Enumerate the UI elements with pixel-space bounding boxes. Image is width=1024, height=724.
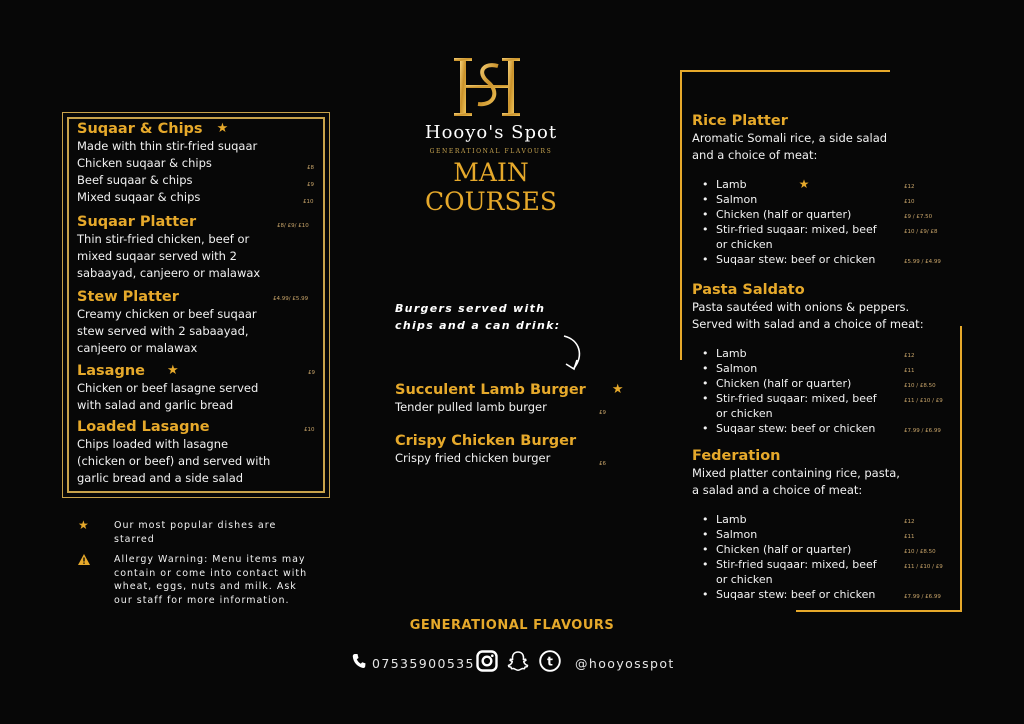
star-icon: ★ <box>798 177 810 191</box>
section-title <box>77 120 317 138</box>
list-item <box>692 361 952 376</box>
list-item <box>692 557 943 587</box>
menu-line: Chips loaded with lasagne <box>77 437 229 451</box>
burger-title <box>395 381 624 399</box>
snapchat-icon <box>507 650 529 676</box>
section-title-text: Loaded Lasagne <box>77 419 210 435</box>
list-item <box>692 177 952 192</box>
price: £9 / £7.50 <box>904 214 933 220</box>
price: £11 <box>904 368 915 374</box>
section-pasta-saldato <box>692 281 952 436</box>
svg-text:t: t <box>547 654 553 669</box>
brand-name: Hooyo's Spot <box>424 122 558 143</box>
list-item <box>692 542 952 557</box>
section-desc <box>692 130 952 164</box>
menu-line <box>77 172 317 189</box>
snapchat-link[interactable] <box>507 650 529 676</box>
section-title: Rice Platter <box>692 113 788 129</box>
footer-contact <box>0 650 1024 676</box>
section-title <box>77 418 317 436</box>
warning-icon <box>78 554 90 570</box>
menu-line <box>77 189 317 206</box>
section-title-text: Suqaar & Chips <box>77 121 203 137</box>
meat-list <box>692 177 952 267</box>
list-item-label: Chicken (half or quarter) <box>716 377 852 390</box>
burger-intro: Burgers served with chips and a can drink: <box>395 302 561 332</box>
burger-title <box>395 432 615 450</box>
list-item-label: Lamb <box>716 178 747 191</box>
price: £7.99 / £6.99 <box>904 428 941 434</box>
menu-line-text: Chicken suqaar & chips <box>77 156 212 170</box>
menu-line: (chicken or beef) and served with <box>77 454 271 468</box>
footer-slogan: GENERATIONAL FLAVOURS <box>409 618 615 633</box>
price: £9 <box>308 370 315 376</box>
menu-line: with salad and garlic bread <box>77 398 234 412</box>
list-item-label: Suqaar stew: beef or chicken <box>716 422 876 435</box>
burger-item-lamb <box>395 381 624 416</box>
burger-title-text: Succulent Lamb Burger <box>395 382 586 398</box>
section-desc-line: Pasta sautéed with onions & peppers. <box>692 300 910 314</box>
star-icon: ★ <box>216 121 229 136</box>
menu-line-text: Mixed suqaar & chips <box>77 190 201 204</box>
list-item <box>692 192 952 207</box>
price: £12 <box>904 519 915 525</box>
section-desc-line: Mixed platter containing rice, pasta, <box>692 466 900 480</box>
section-desc-line: Aromatic Somali rice, a side salad <box>692 131 888 145</box>
price: £12 <box>904 353 915 359</box>
burger-desc-text: Crispy fried chicken burger <box>395 451 551 465</box>
menu-line: Made with thin stir-fried suqaar <box>77 139 258 153</box>
list-item <box>692 207 952 222</box>
popular-note-text: Our most popular dishes are starred <box>114 520 277 545</box>
section-title: Pasta Saldato <box>692 282 805 298</box>
section-stew-platter <box>77 288 317 357</box>
list-item <box>692 376 952 391</box>
tiktok-link[interactable] <box>539 650 561 676</box>
section-desc-line: and a choice of meat: <box>692 148 818 162</box>
price: £10 <box>303 199 314 205</box>
instagram-icon <box>476 650 498 676</box>
section-title <box>77 362 317 380</box>
page-title: MAIN COURSES <box>424 158 558 216</box>
price: £6 <box>599 461 606 467</box>
price: £10 / £8.50 <box>904 383 936 389</box>
list-item-label: Lamb <box>716 347 747 360</box>
brand-tagline: GENERATIONAL FLAVOURS <box>429 148 553 155</box>
section-lasagne <box>77 362 317 414</box>
menu-line: canjeero or malawax <box>77 341 198 355</box>
list-item <box>692 346 952 361</box>
star-icon: ★ <box>78 518 90 532</box>
price: £10 <box>304 427 315 433</box>
list-item-label: Lamb <box>716 513 747 526</box>
list-item-label: Chicken (half or quarter) <box>716 208 852 221</box>
section-title: Federation <box>692 448 781 464</box>
price: £10 <box>904 199 915 205</box>
list-item-label: Salmon <box>716 193 758 206</box>
section-title-text: Lasagne <box>77 363 145 379</box>
social-handle[interactable] <box>575 650 675 676</box>
star-icon: ★ <box>166 363 179 378</box>
menu-line <box>77 155 317 172</box>
price: £9 <box>599 410 606 416</box>
list-item-label: Stir-fried suqaar: mixed, beef or chicken <box>716 392 877 420</box>
section-rice-platter <box>692 112 952 267</box>
section-desc <box>692 465 952 499</box>
tiktok-icon <box>539 650 561 676</box>
section-title-text: Stew Platter <box>77 289 179 305</box>
right-frame-left <box>680 70 682 360</box>
section-suqaar-platter <box>77 213 317 282</box>
list-item <box>692 222 938 252</box>
burger-desc-text: Tender pulled lamb burger <box>395 400 547 414</box>
menu-line: sabaayad, canjeero or malawax <box>77 266 261 280</box>
list-item <box>692 587 952 602</box>
menu-line: Creamy chicken or beef suqaar <box>77 307 257 321</box>
list-item <box>692 527 952 542</box>
list-item-label: Stir-fried suqaar: mixed, beef or chicken <box>716 223 877 251</box>
section-desc-line: a salad and a choice of meat: <box>692 483 863 497</box>
section-federation <box>692 447 952 602</box>
section-title-text: Suqaar Platter <box>77 214 197 230</box>
meat-list <box>692 512 952 602</box>
burger-item-chicken <box>395 432 615 467</box>
list-item-label: Salmon <box>716 362 758 375</box>
phone-icon <box>352 653 366 673</box>
list-item-label: Suqaar stew: beef or chicken <box>716 253 876 266</box>
section-desc <box>692 299 952 333</box>
menu-line-text: Beef suqaar & chips <box>77 173 193 187</box>
list-item-label: Chicken (half or quarter) <box>716 543 852 556</box>
price: £10 / £8.50 <box>904 549 936 555</box>
section-desc-line: Served with salad and a choice of meat: <box>692 317 924 331</box>
burger-desc <box>395 450 615 467</box>
price: £8 <box>307 165 314 171</box>
list-item-label: Suqaar stew: beef or chicken <box>716 588 876 601</box>
menu-line: garlic bread and a side salad <box>77 471 244 485</box>
price: £11 / £10 / £9 <box>904 564 943 570</box>
list-item-label: Stir-fried suqaar: mixed, beef or chicken <box>716 558 877 586</box>
curved-arrow-icon <box>558 334 588 378</box>
list-item <box>692 391 943 421</box>
price: £7.99 / £6.99 <box>904 594 941 600</box>
popular-note <box>78 519 318 546</box>
menu-line: Chicken or beef lasagne served <box>77 381 259 395</box>
price: £8/ £9/ £10 <box>277 223 309 229</box>
allergy-note-text: Allergy Warning: Menu items may contain or come into contact with wheat, eggs, nuts and milk. Ask our staff for more information. <box>114 554 308 606</box>
right-frame-right <box>960 326 962 610</box>
section-suqaar-chips <box>77 120 317 206</box>
price: £4.99/ £5.99 <box>273 296 309 302</box>
right-frame-top <box>680 70 890 72</box>
list-item <box>692 421 952 436</box>
price: £9 <box>307 182 314 188</box>
price: £11 <box>904 534 915 540</box>
price: £12 <box>904 184 915 190</box>
menu-line: stew served with 2 sabaayad, <box>77 324 249 338</box>
price: £10 / £9/ £8 <box>904 229 938 235</box>
social-handle-text: @hooyosspot <box>575 655 675 671</box>
meat-list <box>692 346 952 436</box>
price: £11 / £10 / £9 <box>904 398 943 404</box>
right-frame-bottom <box>796 610 962 612</box>
list-item-label: Salmon <box>716 528 758 541</box>
list-item <box>692 252 952 267</box>
price: £5.99 / £4.99 <box>904 259 941 265</box>
instagram-link[interactable] <box>476 650 498 676</box>
phone-number: 07535900535 <box>372 655 475 671</box>
menu-line: Thin stir-fried chicken, beef or <box>77 232 250 246</box>
phone-contact[interactable] <box>352 650 475 676</box>
section-loaded-lasagne <box>77 418 317 487</box>
logo-mark <box>454 56 524 118</box>
allergy-note <box>78 553 318 607</box>
burger-desc <box>395 399 615 416</box>
burger-title-text: Crispy Chicken Burger <box>395 433 577 449</box>
list-item <box>692 512 952 527</box>
menu-line: mixed suqaar served with 2 <box>77 249 237 263</box>
star-icon: ★ <box>611 382 624 397</box>
